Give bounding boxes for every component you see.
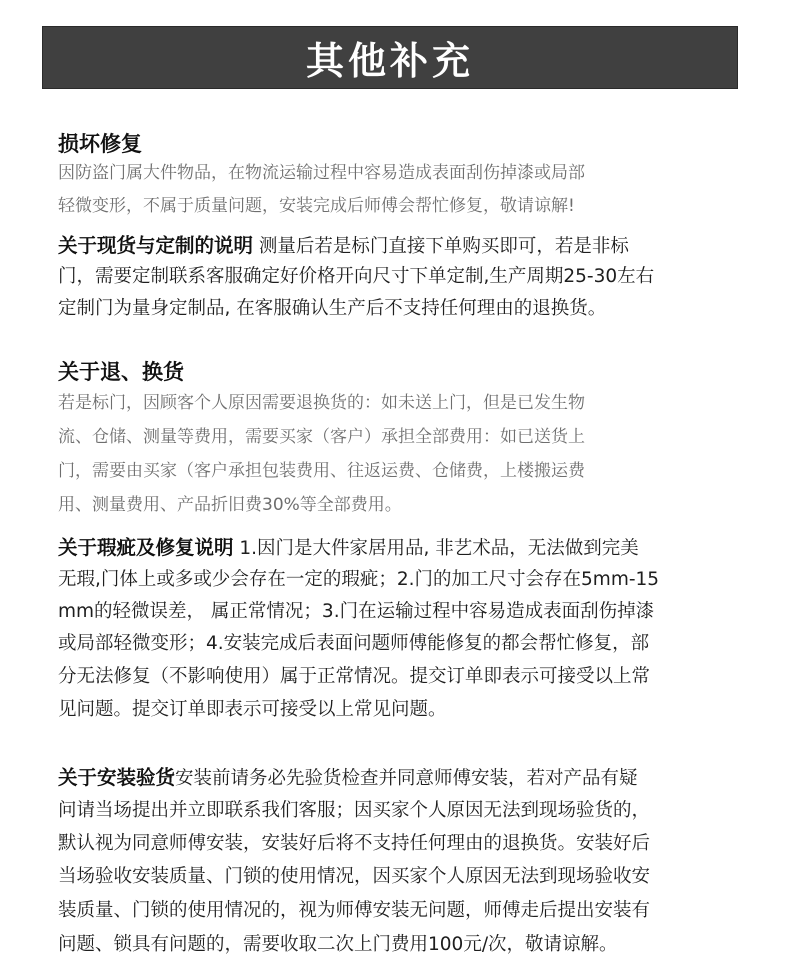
stock-custom-line: 定制门为量身定制品, 在客服确认生产后不支持任何理由的退换货。 bbox=[58, 298, 607, 319]
stock-custom-line: 门，需要定制联系客服确定好价格开向尺寸下单定制,生产周期25-30左右 bbox=[58, 266, 655, 287]
return-exchange-line: 若是标门，因顾客个人原因需要退换货的：如未送上门，但是已发生物 bbox=[58, 393, 585, 413]
title-banner bbox=[42, 26, 738, 89]
damage-repair-line: 因防盗门属大件物品，在物流运输过程中容易造成表面刮伤掉漆或局部 bbox=[58, 163, 585, 183]
installation-line: 默认视为同意师傅安装，安装好后将不支持任何理由的退换货。安装好后 bbox=[58, 833, 651, 854]
return-exchange-line: 流、仓储、测量等费用，需要买家（客户）承担全部费用：如已送货上 bbox=[58, 427, 585, 447]
flaw-repair-line: 见问题。提交订单即表示可接受以上常见问题。 bbox=[58, 699, 447, 720]
return-exchange-line: 用、测量费用、产品折旧费30%等全部费用。 bbox=[58, 495, 402, 515]
flaw-repair-heading: 关于瑕疵及修复说明 bbox=[58, 536, 234, 559]
damage-repair-line: 轻微变形，不属于质量问题，安装完成后师傅会帮忙修复，敬请谅解! bbox=[58, 196, 575, 216]
installation-line bbox=[58, 767, 638, 790]
installation-line: 当场验收安装质量、门锁的使用情况，因买家个人原因无法到现场验收安 bbox=[58, 866, 651, 887]
installation-line: 问题、锁具有问题的，需要收取二次上门费用100元/次，敬请谅解。 bbox=[58, 934, 618, 955]
flaw-repair-line: 无瑕,门体上或多或少会存在一定的瑕疵；2.门的加工尺寸会存在5mm-15 bbox=[58, 569, 660, 590]
flaw-repair-line: 分无法修复（不影响使用）属于正常情况。提交订单即表示可接受以上常 bbox=[58, 666, 651, 687]
return-exchange-heading: 关于退、换货 bbox=[58, 360, 184, 384]
flaw-repair-text: 1.因门是大件家居用品, 非艺术品，无法做到完美 bbox=[233, 538, 639, 559]
installation-line: 装质量、门锁的使用情况的，视为师傅安装无问题，师傅走后提出安装有 bbox=[58, 900, 651, 921]
installation-heading: 关于安装验货 bbox=[58, 766, 176, 789]
return-exchange-line: 门，需要由买家（客户承担包装费用、往返运费、仓储费，上楼搬运费 bbox=[58, 461, 585, 481]
flaw-repair-line: 或局部轻微变形；4.安装完成后表面问题师傅能修复的都会帮忙修复，部 bbox=[58, 633, 650, 654]
damage-repair-heading: 损坏修复 bbox=[58, 132, 142, 156]
stock-custom-line bbox=[58, 235, 629, 258]
flaw-repair-line: mm的轻微误差， 属正常情况；3.门在运输过程中容易造成表面刮伤掉漆 bbox=[58, 601, 655, 622]
flaw-repair-line bbox=[58, 537, 639, 560]
page-title: 其他补充 bbox=[305, 39, 474, 83]
installation-line: 问请当场提出并立即联系我们客服；因买家个人原因无法到现场验货的， bbox=[58, 800, 651, 821]
installation-text: 安装前请务必先验货检查并同意师傅安装，若对产品有疑 bbox=[175, 768, 638, 789]
stock-custom-heading: 关于现货与定制的说明 bbox=[58, 234, 254, 257]
stock-custom-text: 测量后若是标门直接下单购买即可，若是非标 bbox=[253, 236, 629, 257]
